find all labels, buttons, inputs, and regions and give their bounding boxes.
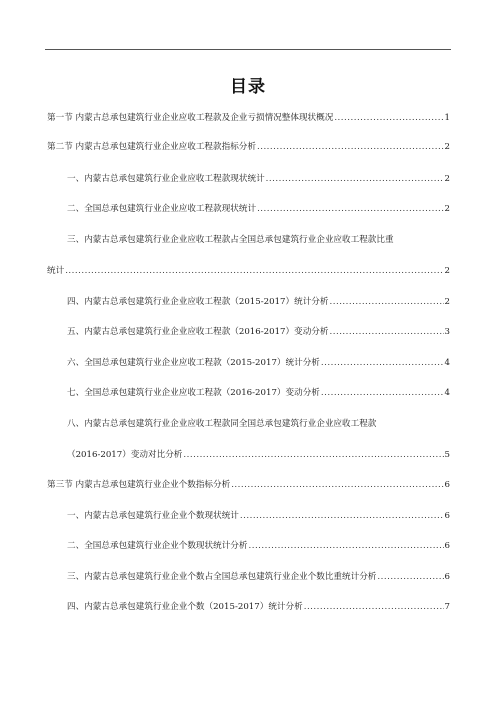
toc-entry-2-3-line1[interactable]: 三、内蒙古总承包建筑行业企业应收工程款占全国总承包建筑行业企业应收工程款比重: [67, 235, 394, 245]
toc-entry-3-2[interactable]: [67, 539, 450, 553]
toc-entry-2-7[interactable]: [67, 386, 450, 400]
toc-leader-dots: [321, 356, 444, 370]
toc-entry-2-5[interactable]: [67, 325, 450, 339]
toc-leader-dots: [330, 295, 444, 309]
toc-leader-dots: [183, 448, 443, 462]
toc-page-number: 2: [444, 297, 450, 307]
toc-entry-label: 第一节 内蒙古总承包建筑行业企业应收工程款及企业亏损情况整体现状概况: [47, 113, 334, 123]
toc-leader-dots: [231, 478, 443, 492]
toc-entry-label: 三、内蒙古总承包建筑行业企业个数占全国总承包建筑行业企业个数比重统计分析: [67, 572, 377, 582]
toc-entry-label: 四、内蒙古总承包建筑行业企业个数（2015-2017）统计分析: [67, 602, 303, 612]
toc-leader-dots: [257, 202, 443, 216]
toc-entry-label: 第二节 内蒙古总承包建筑行业企业应收工程款指标分析: [47, 142, 256, 152]
toc-entry-label: （2016-2017）变动对比分析: [67, 450, 183, 460]
toc-page-number: 2: [444, 266, 450, 276]
toc-entry-3-3[interactable]: [67, 570, 450, 584]
toc-entry-2-2[interactable]: [67, 202, 450, 216]
toc-leader-dots: [257, 140, 444, 154]
toc-page-number: 1: [444, 113, 450, 123]
toc-entry-label: 七、全国总承包建筑行业企业应收工程款（2016-2017）变动分析: [67, 388, 320, 398]
toc-entry-3-4[interactable]: [67, 600, 450, 614]
toc-leader-dots: [334, 111, 443, 125]
toc-page-number: 7: [444, 602, 450, 612]
toc-leader-dots: [266, 172, 444, 186]
toc-leader-dots: [321, 386, 444, 400]
toc-entry-2-3[interactable]: [47, 264, 450, 278]
toc-entry-section-1[interactable]: [47, 111, 450, 125]
toc-page-number: 3: [444, 327, 450, 337]
toc-page-number: 2: [444, 174, 450, 184]
toc-leader-dots: [65, 264, 443, 278]
toc-page-number: 2: [444, 142, 450, 152]
toc-leader-dots: [330, 325, 444, 339]
toc-title: 目录: [230, 77, 266, 97]
toc-page-number: 6: [444, 511, 450, 521]
toc-page-number: 5: [444, 450, 450, 460]
toc-entry-2-8[interactable]: [67, 448, 450, 462]
toc-page-number: 4: [444, 388, 450, 398]
toc-page-number: 4: [444, 358, 450, 368]
toc-entry-2-1[interactable]: [67, 172, 450, 186]
toc-page-number: 6: [444, 541, 450, 551]
toc-entry-section-3[interactable]: [47, 478, 450, 492]
toc-entry-label: 一、内蒙古总承包建筑行业企业个数现状统计: [67, 511, 239, 521]
toc-entry-label: 四、内蒙古总承包建筑行业企业应收工程款（2015-2017）统计分析: [67, 297, 329, 307]
toc-leader-dots: [248, 539, 443, 553]
toc-entry-2-4[interactable]: [67, 295, 450, 309]
toc-leader-dots: [304, 600, 444, 614]
toc-entry-3-1[interactable]: [67, 509, 450, 523]
toc-entry-label: 二、全国总承包建筑行业企业应收工程款现状统计: [67, 204, 257, 214]
toc-entry-2-6[interactable]: [67, 356, 450, 370]
toc-entry-label: 第三节 内蒙古总承包建筑行业企业个数指标分析: [47, 480, 231, 490]
toc-leader-dots: [377, 570, 443, 584]
toc-entry-section-2[interactable]: [47, 140, 450, 154]
toc-entry-label: 五、内蒙古总承包建筑行业企业应收工程款（2016-2017）变动分析: [67, 327, 329, 337]
toc-page-number: 6: [444, 480, 450, 490]
toc-page-number: 6: [444, 572, 450, 582]
toc-entry-label: 统计: [47, 266, 65, 276]
toc-leader-dots: [240, 509, 444, 523]
toc-entry-label: 一、内蒙古总承包建筑行业企业应收工程款现状统计: [67, 174, 265, 184]
toc-entry-label: 二、全国总承包建筑行业企业个数现状统计分析: [67, 541, 248, 551]
toc-entry-2-8-line1[interactable]: 八、内蒙古总承包建筑行业企业应收工程款同全国总承包建筑行业企业应收工程款: [67, 419, 377, 429]
toc-page-number: 2: [444, 204, 450, 214]
toc-entry-label: 六、全国总承包建筑行业企业应收工程款（2015-2017）统计分析: [67, 358, 320, 368]
